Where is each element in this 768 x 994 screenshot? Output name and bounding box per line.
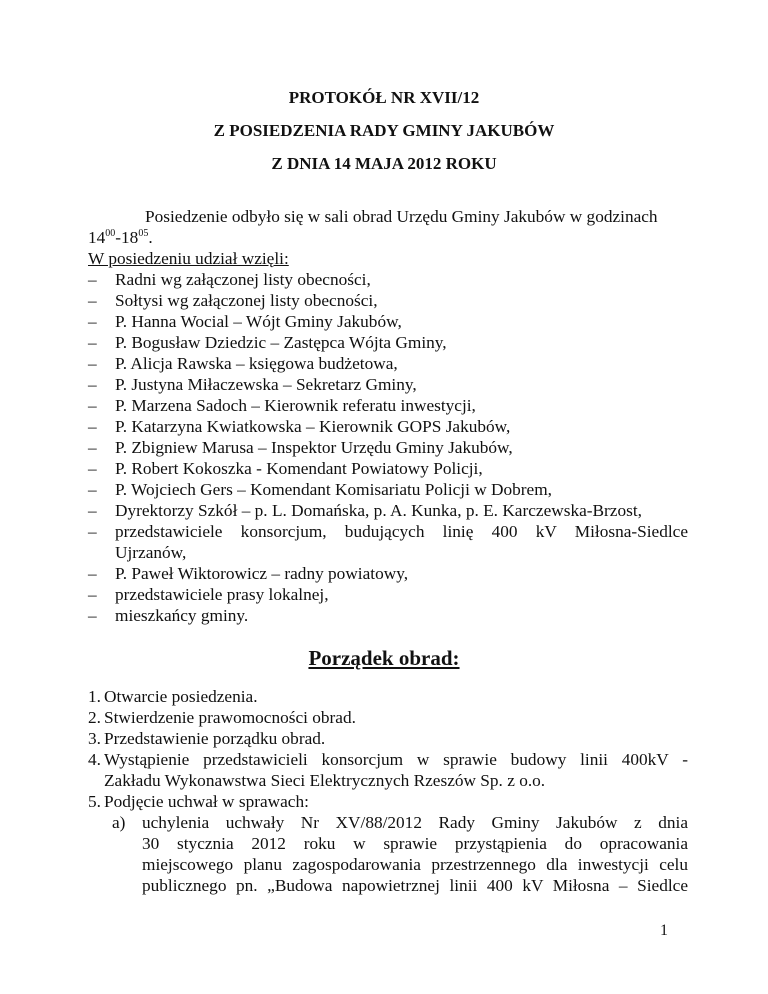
resolution-line: uchylenia uchwały Nr XV/88/2012 Rady Gminy Jakubów z dnia bbox=[142, 813, 688, 832]
agenda-item-text: Otwarcie posiedzenia. bbox=[104, 687, 258, 706]
resolution-letter: a) bbox=[112, 813, 126, 832]
attendance-item: – P. Robert Kokoszka - Komendant Powiatowy Policji, bbox=[88, 458, 688, 479]
attendance-item: – P. Wojciech Gers – Komendant Komisariatu Policji w Dobrem, bbox=[88, 479, 688, 500]
end-minutes: 05 bbox=[138, 228, 149, 239]
resolution-item bbox=[104, 812, 688, 896]
hours-period: . bbox=[148, 228, 153, 247]
resolution-line: 30 stycznia 2012 roku w sprawie przystąpienia do opracowania bbox=[142, 834, 688, 853]
agenda-item-number: 3. bbox=[88, 729, 101, 748]
attendance-item: – P. Zbigniew Marusa – Inspektor Urzędu Gminy Jakubów, bbox=[88, 437, 688, 458]
end-hour: -18 bbox=[115, 228, 139, 247]
attendance-list bbox=[88, 269, 688, 626]
agenda-item-number: 5. bbox=[88, 792, 101, 811]
resolution-line: publicznego pn. „Budowa napowietrznej linii 400 kV Miłosna – Siedlce bbox=[142, 876, 688, 895]
attendance-item: – Radni wg załączonej listy obecności, bbox=[88, 269, 688, 290]
resolution-line: miejscowego planu zagospodarowania przestrzennego dla inwestycji celu bbox=[142, 855, 688, 874]
consortium-line-cont: Ujrzanów, bbox=[115, 543, 187, 562]
agenda-title: Porządek obrad: bbox=[308, 646, 460, 670]
agenda-item bbox=[88, 728, 688, 749]
agenda-item bbox=[88, 791, 688, 896]
attendance-heading: W posiedzeniu udział wzięli: bbox=[88, 249, 289, 268]
start-hour: 14 bbox=[88, 228, 106, 247]
attendance-item: – P. Marzena Sadoch – Kierownik referatu inwestycji, bbox=[88, 395, 688, 416]
agenda-item-number: 2. bbox=[88, 708, 101, 727]
agenda-item bbox=[88, 749, 688, 791]
council-session-heading: Z POSIEDZENIA RADY GMINY JAKUBÓW bbox=[213, 121, 555, 140]
agenda-list bbox=[88, 686, 688, 896]
intro-section bbox=[88, 206, 688, 626]
agenda-item bbox=[88, 686, 688, 707]
resolution-sublist bbox=[104, 812, 688, 896]
page-number: 1 bbox=[660, 922, 668, 939]
start-minutes: 00 bbox=[105, 228, 116, 239]
session-hours bbox=[88, 227, 688, 248]
intro-sentence: Posiedzenie odbyło się w sali obrad Urzędu Gminy Jakubów w godzinach bbox=[145, 207, 658, 226]
agenda-item-number: 4. bbox=[88, 750, 101, 769]
attendance-item: – przedstawiciele prasy lokalnej, bbox=[88, 584, 688, 605]
attendance-item-consortium bbox=[88, 521, 688, 563]
attendance-item: – P. Katarzyna Kwiatkowska – Kierownik GOPS Jakubów, bbox=[88, 416, 688, 437]
attendance-item: – P. Justyna Miłaczewska – Sekretarz Gminy, bbox=[88, 374, 688, 395]
attendance-item: – Sołtysi wg załączonej listy obecności, bbox=[88, 290, 688, 311]
agenda-item-text: Podjęcie uchwał w sprawach: bbox=[104, 792, 309, 811]
attendance-item: – P. Hanna Wocial – Wójt Gminy Jakubów, bbox=[88, 311, 688, 332]
attendance-item: – mieszkańcy gminy. bbox=[88, 605, 688, 626]
agenda-item-text: Stwierdzenie prawomocności obrad. bbox=[104, 708, 356, 727]
protocol-number-heading: PROTOKÓŁ NR XVII/12 bbox=[288, 88, 480, 107]
attendance-item: – P. Bogusław Dziedzic – Zastępca Wójta Gminy, bbox=[88, 332, 688, 353]
agenda-item bbox=[88, 707, 688, 728]
consortium-line: – przedstawiciele konsorcjum, budujących linię 400 kV Miłosna-Siedlce bbox=[115, 522, 688, 541]
agenda-item-number: 1. bbox=[88, 687, 101, 706]
attendance-item: – Dyrektorzy Szkół – p. L. Domańska, p. A. Kunka, p. E. Karczewska-Brzost, bbox=[88, 500, 688, 521]
agenda-item-text: Przedstawienie porządku obrad. bbox=[104, 729, 326, 748]
agenda-item-text: Wystąpienie przedstawicieli konsorcjum w sprawie budowy linii 400kV - bbox=[104, 750, 688, 769]
attendance-item: – P. Alicja Rawska – księgowa budżetowa, bbox=[88, 353, 688, 374]
agenda-item-text-cont: Zakładu Wykonawstwa Sieci Elektrycznych Rzeszów Sp. z o.o. bbox=[104, 771, 546, 790]
session-date-heading: Z DNIA 14 MAJA 2012 ROKU bbox=[271, 154, 497, 173]
attendance-item: – P. Paweł Wiktorowicz – radny powiatowy, bbox=[88, 563, 688, 584]
